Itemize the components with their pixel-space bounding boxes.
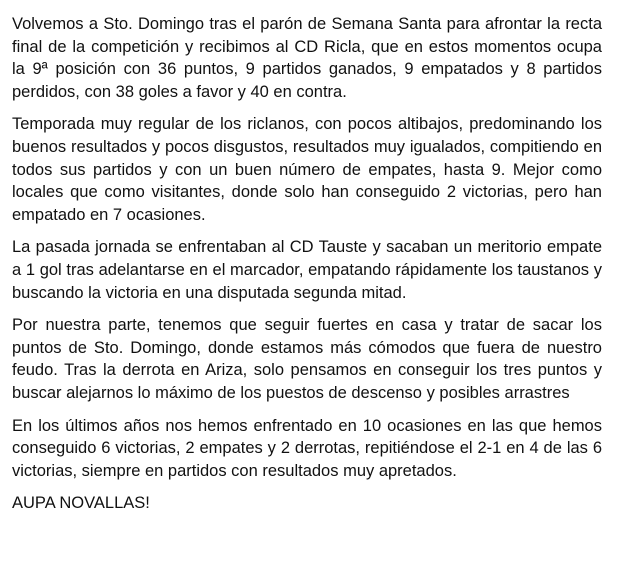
paragraph-cheer: AUPA NOVALLAS! [12, 494, 150, 513]
paragraph-last-match: La pasada jornada se enfrentaban al CD Tauste y sacaban un meritorio empate a 1 gol tras adelantarse en el marcador, empatando rápidamente los taustanos y buscando la victoria en una disputada segunda mitad. [12, 238, 602, 302]
paragraph-intro: Volvemos a Sto. Domingo tras el parón de Semana Santa para afrontar la recta final de la competición y recibimos al CD Ricla, que en estos momentos ocupa la 9ª posición con 36 puntos, 9 partidos ganados, 9 empatados y 8 partidos perdidos, con 38 goles a favor y 40 en contra. [12, 15, 602, 101]
article-body [12, 13, 602, 525]
paragraph-our-side: Por nuestra parte, tenemos que seguir fuertes en casa y tratar de sacar los puntos de Sto. Domingo, donde estamos más cómodos que fuera de nuestro feudo. Tras la derrota en Ariza, solo pensamos en conseguir los tres puntos y buscar alejarnos lo máximo de los puestos de descenso y posibles arrastres [12, 316, 602, 402]
paragraph-rival-season: Temporada muy regular de los riclanos, con pocos altibajos, predominando los buenos resultados y pocos disgustos, resultados muy igualados, compitiendo en todos sus partidos y con un buen número de empates, hasta 9. Mejor como locales que como visitantes, donde solo han conseguido 2 victorias, pero han empatado en 7 ocasiones. [12, 115, 602, 224]
paragraph-head-to-head: En los últimos años nos hemos enfrentado en 10 ocasiones en las que hemos conseguido 6 victorias, 2 empates y 2 derrotas, repitiéndose el 2-1 en 4 de las 6 victorias, siempre en partidos con resultados muy apretados. [12, 416, 602, 480]
